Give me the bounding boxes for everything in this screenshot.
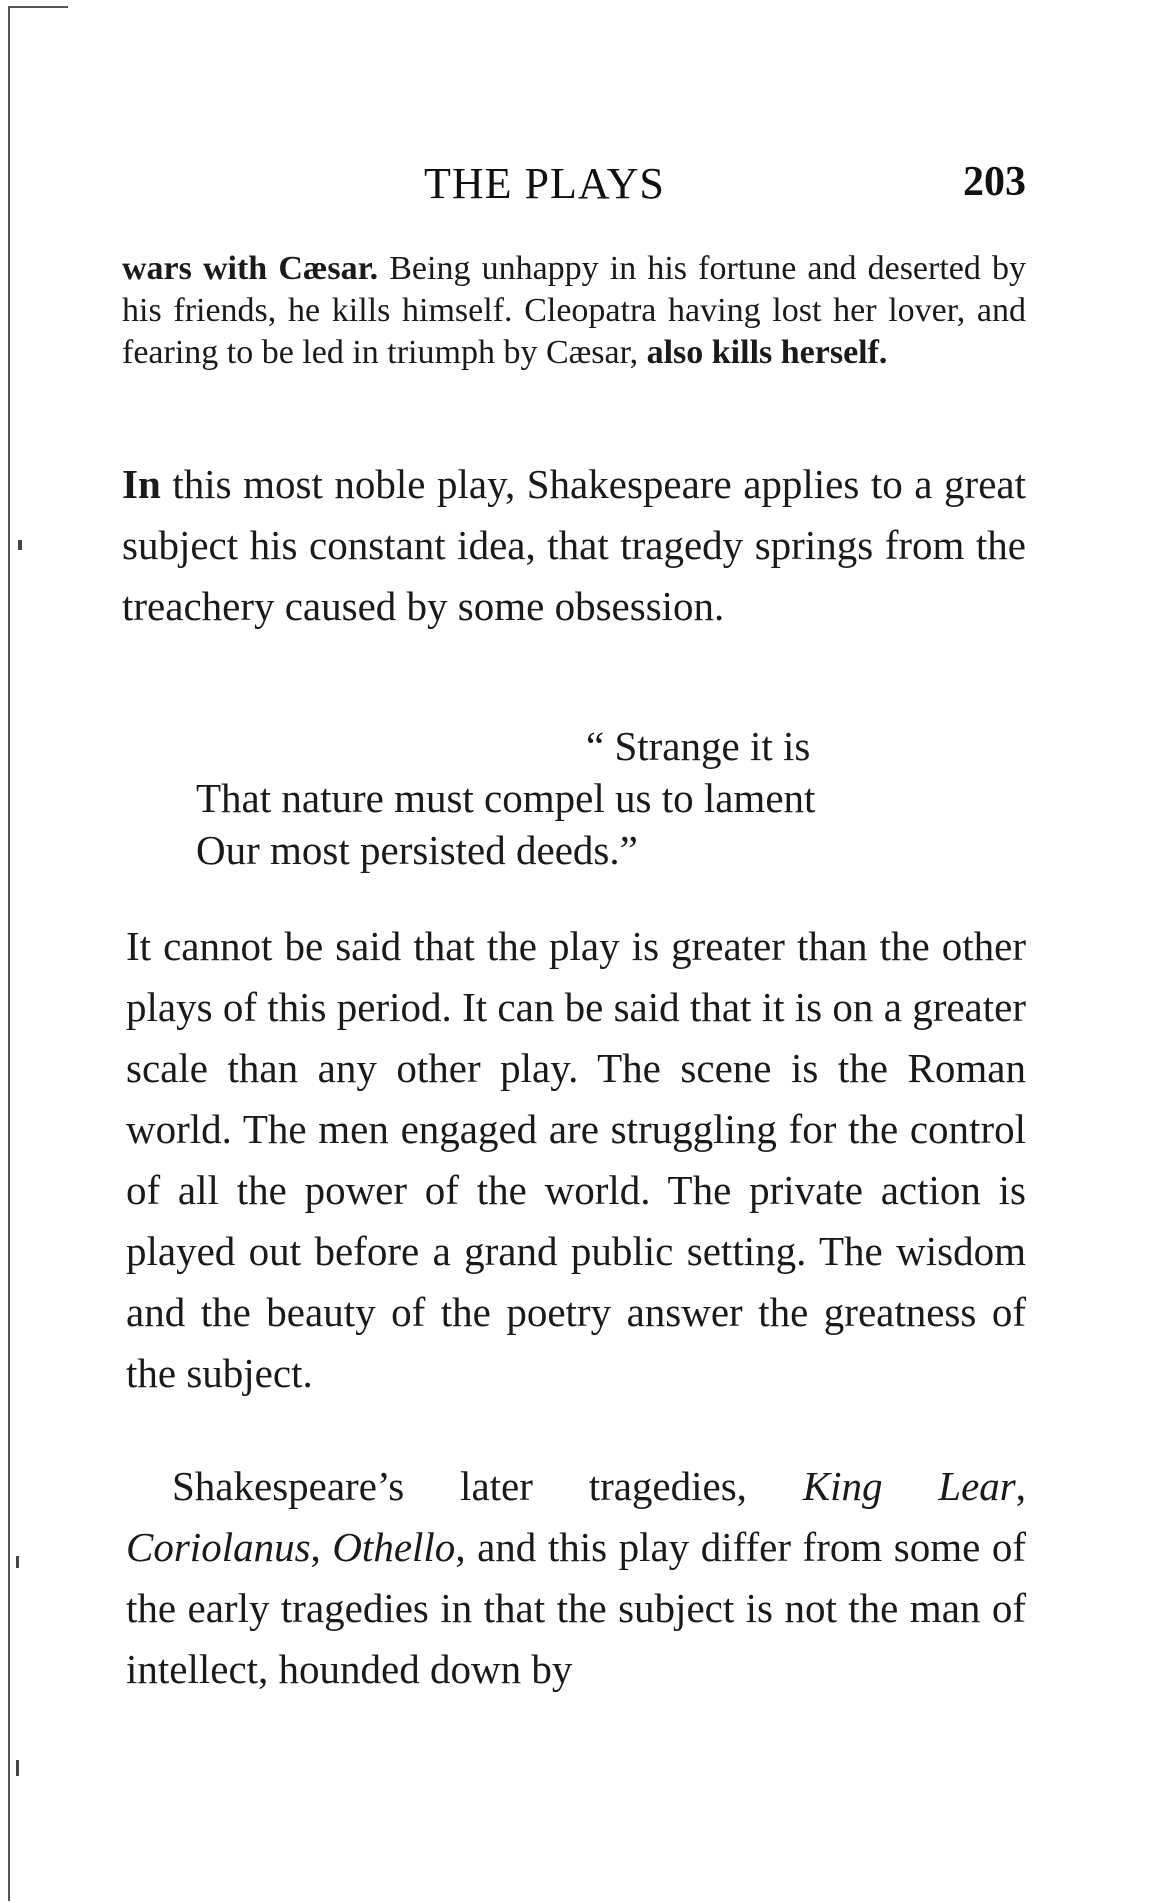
quote-line: “ Strange it is xyxy=(586,723,811,769)
scan-speck xyxy=(16,1760,19,1776)
running-header xyxy=(122,158,1026,208)
page-number: 203 xyxy=(963,159,1026,205)
play-title: Coriolanus xyxy=(126,1524,311,1570)
synopsis-text-bold: wars with Cæsar. xyxy=(122,250,379,287)
synopsis-paragraph xyxy=(122,248,1026,374)
paragraph-scale: It cannot be said that the play is greater than the other plays of this period. It can be said that it is on a greater scale than any other play. The scene is the Roman world. The men engaged are struggling for the control of all the power of the world. The private action is played out before a grand public setting. The wisdom and the beauty of the poetry answer the greatness of the subject. xyxy=(126,923,1026,1396)
paragraph-text: , and this play differ from some of the early tragedies in that the subject is not the man of intellect, hounded down by xyxy=(126,1524,1026,1692)
block-quotation xyxy=(196,720,996,876)
play-title: King Lear xyxy=(802,1463,1016,1509)
scan-speck xyxy=(16,1556,19,1568)
paragraph-obsession xyxy=(122,454,1026,637)
page-corner-line xyxy=(8,6,68,8)
scan-speck xyxy=(18,540,22,550)
page-edge-line xyxy=(8,6,10,1901)
synopsis-text: Being unhappy in his fortune and deserted by his friends, he kills himself. Cleopatra having lost her lover, and fearing to be led in triumph by Cæsar, xyxy=(122,250,1026,371)
quote-line: Our most persisted deeds.” xyxy=(196,827,638,873)
separator: , xyxy=(1015,1463,1027,1509)
paragraph-text: Shakespeare’s later tragedies, xyxy=(172,1463,803,1509)
separator: , xyxy=(310,1524,333,1570)
paragraph-later-tragedies xyxy=(126,1456,1026,1700)
running-title: THE PLAYS xyxy=(424,159,665,208)
paragraph-lead-word: In xyxy=(122,461,161,507)
quote-line: That nature must compel us to lament xyxy=(196,775,816,821)
synopsis-text-end: also kills herself. xyxy=(646,334,888,371)
paragraph-text: this most noble play, Shakespeare applies to a great subject his constant idea, that tragedy springs from the treachery caused by some obsession. xyxy=(122,461,1026,629)
play-title: Othello xyxy=(332,1524,456,1570)
